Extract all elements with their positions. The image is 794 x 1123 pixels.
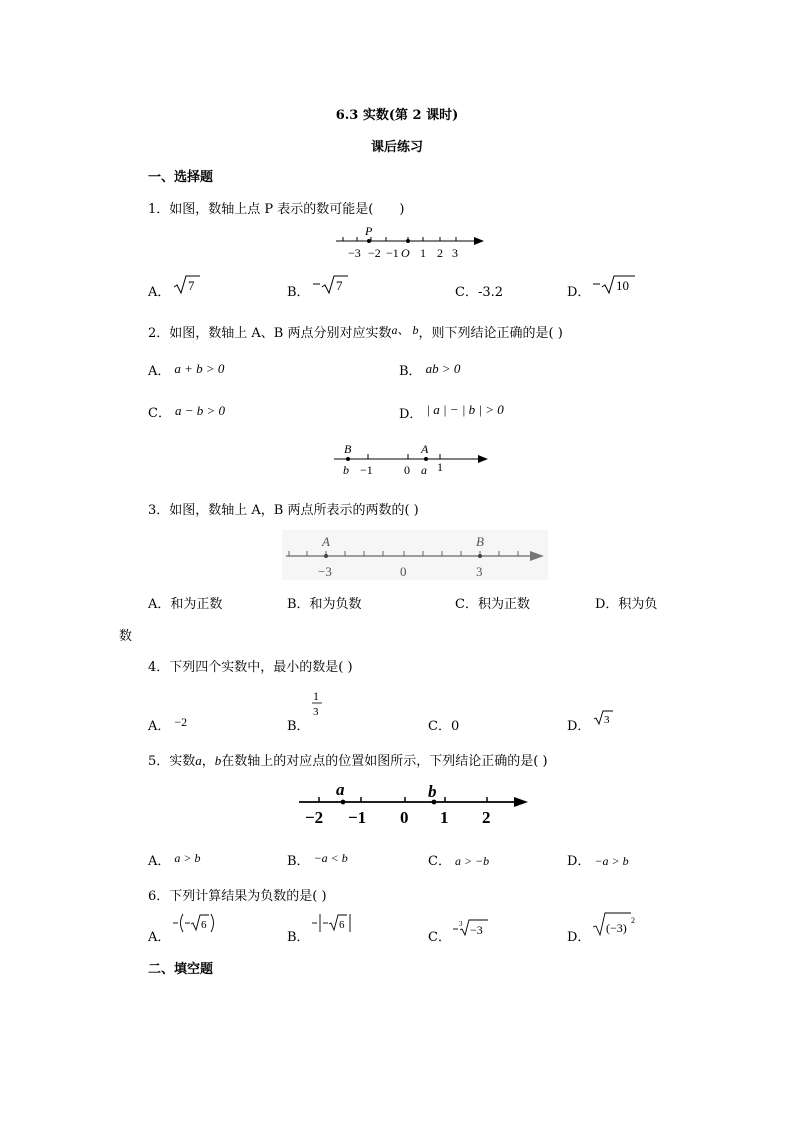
q5-label-b: b <box>428 782 437 801</box>
q5-stem-a: a <box>195 753 202 768</box>
q4-sqrt-3 <box>593 709 615 727</box>
q4-stem: 4．下列四个实数中，最小的数是( ) <box>148 660 353 675</box>
q2-option-a-value: a + b > 0 <box>174 361 225 376</box>
q5-tick-m2: −2 <box>305 808 324 827</box>
section-choice: 一、选择题 <box>148 170 214 185</box>
q2-option-a[interactable]: A． a + b > 0 <box>148 361 225 379</box>
q1-stem: 1．如图，数轴上点 P 表示的数可能是( ) <box>148 202 405 217</box>
q2-option-c-value: a − b > 0 <box>174 403 225 418</box>
q2-label-a: a <box>421 463 427 477</box>
svg-text:3: 3 <box>604 714 610 726</box>
q4-option-c[interactable]: C．0 <box>428 719 460 734</box>
q1-option-d[interactable] <box>567 278 629 300</box>
q2-option-b-value: ab > 0 <box>425 361 461 376</box>
q3-tick-0: 0 <box>400 564 407 579</box>
q1-tick-m2: −2 <box>368 246 381 260</box>
q4-option-a[interactable]: A． −2 <box>148 715 188 734</box>
q3-option-c[interactable]: C．积为正数 <box>455 597 530 612</box>
q4-fraction-1-3 <box>311 689 325 725</box>
svg-text:7: 7 <box>336 278 343 293</box>
q2-stem <box>148 321 563 341</box>
q5-stem-b: b <box>214 753 222 768</box>
q1-option-a-label: A． <box>148 285 171 300</box>
q5-option-c[interactable]: C． a > −b <box>428 854 490 869</box>
q3-label-a: A <box>322 534 330 549</box>
q1-point-p <box>367 239 371 243</box>
svg-text:1: 1 <box>313 689 319 703</box>
q5-option-a[interactable]: A． a > b <box>148 851 201 869</box>
q3-stem: 3．如图，数轴上 A，B 两点所表示的两数的( ) <box>148 503 419 518</box>
q2-option-d[interactable]: D． | a | − | b | > 0 <box>399 402 504 422</box>
q1-tick-1: 1 <box>420 246 426 260</box>
q2-tick-1: 1 <box>437 460 443 474</box>
svg-text:10: 10 <box>616 278 629 293</box>
q5-option-c-value: a > −b <box>454 854 490 868</box>
q1-neg-sqrt-10 <box>591 273 641 295</box>
page-subtitle: 课后练习 <box>370 140 423 155</box>
q1-tick-m1: −1 <box>386 246 399 260</box>
q5-tick-2: 2 <box>482 808 491 827</box>
q2-label-b: b <box>343 463 349 477</box>
q2-option-c[interactable]: C． a − b > 0 <box>148 403 225 421</box>
svg-text:2: 2 <box>631 916 635 925</box>
q2-stem-vars: a、 b <box>391 323 419 337</box>
q5-tick-0: 0 <box>400 808 409 827</box>
q1-sqrt-7 <box>172 273 202 295</box>
q4-option-b[interactable]: B． 1 3 <box>287 715 310 734</box>
q1-option-a[interactable] <box>148 278 195 300</box>
q3-option-a[interactable]: A．和为正数 <box>148 597 223 612</box>
svg-text:−3: −3 <box>470 923 483 937</box>
svg-text:7: 7 <box>188 278 195 293</box>
q6-neg-abs-neg-sqrt-6 <box>311 912 357 938</box>
q6-option-c[interactable]: C． 3 −3 <box>428 926 451 945</box>
q6-stem: 6．下列计算结果为负数的是( ) <box>148 889 327 904</box>
q1-option-d-label: D． <box>567 285 591 300</box>
q4-option-d[interactable]: D． 3 <box>567 715 590 734</box>
q5-tick-m1: −1 <box>348 808 367 827</box>
q2-label-b-point: B <box>344 442 352 456</box>
svg-text:6: 6 <box>339 919 345 931</box>
q1-option-b[interactable] <box>287 278 343 300</box>
q5-option-b-value: −a < b <box>313 851 348 865</box>
q3-number-line <box>282 530 552 582</box>
q6-option-b[interactable]: B． 6 <box>287 926 310 945</box>
page-title: 6.3 实数(第 2 课时) <box>335 108 459 123</box>
q5-stem: 5．实数a，b在数轴上的对应点的位置如图所示，下列结论正确的是( ) <box>148 753 548 769</box>
svg-text:3: 3 <box>313 706 319 718</box>
q6-neg-paren-neg-sqrt-6 <box>172 912 220 938</box>
q4-option-a-value: −2 <box>174 715 188 729</box>
q1-tick-o: O <box>401 246 410 260</box>
q2-number-line <box>330 442 500 480</box>
q2-stem-pre: 2．如图，数轴上 A、B 两点分别对应实数 <box>148 326 392 341</box>
q5-option-d-value: −a > b <box>594 854 629 868</box>
q1-label-p: P <box>365 224 373 238</box>
q5-label-a: a <box>336 780 345 799</box>
q3-tick-3: 3 <box>476 564 483 579</box>
q2-stem-post: ，则下列结论正确的是( ) <box>418 326 563 341</box>
q5-option-a-value: a > b <box>174 851 201 865</box>
q6-option-d[interactable]: D． (−3) 2 <box>567 926 590 945</box>
q3-option-d[interactable]: D．积为负 <box>595 597 658 612</box>
q2-option-b[interactable]: B． ab > 0 <box>399 361 461 379</box>
q3-option-d-wrap: 数 <box>119 629 133 644</box>
q5-option-b[interactable]: B． −a < b <box>287 851 348 869</box>
svg-text:(−3): (−3) <box>606 921 627 935</box>
q3-tick-m3: −3 <box>318 564 332 579</box>
q1-option-c[interactable]: C．-3.2 <box>455 285 504 300</box>
q2-option-d-value: | a | − | b | > 0 <box>426 402 504 417</box>
svg-text:3: 3 <box>459 920 463 928</box>
q3-label-b: B <box>476 534 484 549</box>
q6-option-a[interactable]: A． 6 <box>148 926 170 945</box>
section-fill: 二、填空题 <box>148 962 214 977</box>
q1-tick-3: 3 <box>452 246 458 260</box>
q1-option-b-label: B． <box>287 285 310 300</box>
q5-number-line <box>296 780 536 830</box>
q5-option-d[interactable]: D． −a > b <box>567 854 629 869</box>
svg-text:6: 6 <box>201 919 207 931</box>
q1-number-line <box>330 224 490 264</box>
q6-neg-cbrt-neg-3 <box>452 917 492 939</box>
q6-sqrt-neg3-squared <box>591 910 641 940</box>
q2-tick-m1: −1 <box>360 463 373 477</box>
q2-label-a-point: A <box>421 442 429 456</box>
q1-tick-2: 2 <box>437 246 443 260</box>
q3-option-b[interactable]: B．和为负数 <box>287 597 362 612</box>
q1-tick-m3: −3 <box>348 246 361 260</box>
q5-tick-1: 1 <box>440 808 449 827</box>
q1-neg-sqrt-7 <box>311 273 351 295</box>
q2-tick-0: 0 <box>404 463 410 477</box>
